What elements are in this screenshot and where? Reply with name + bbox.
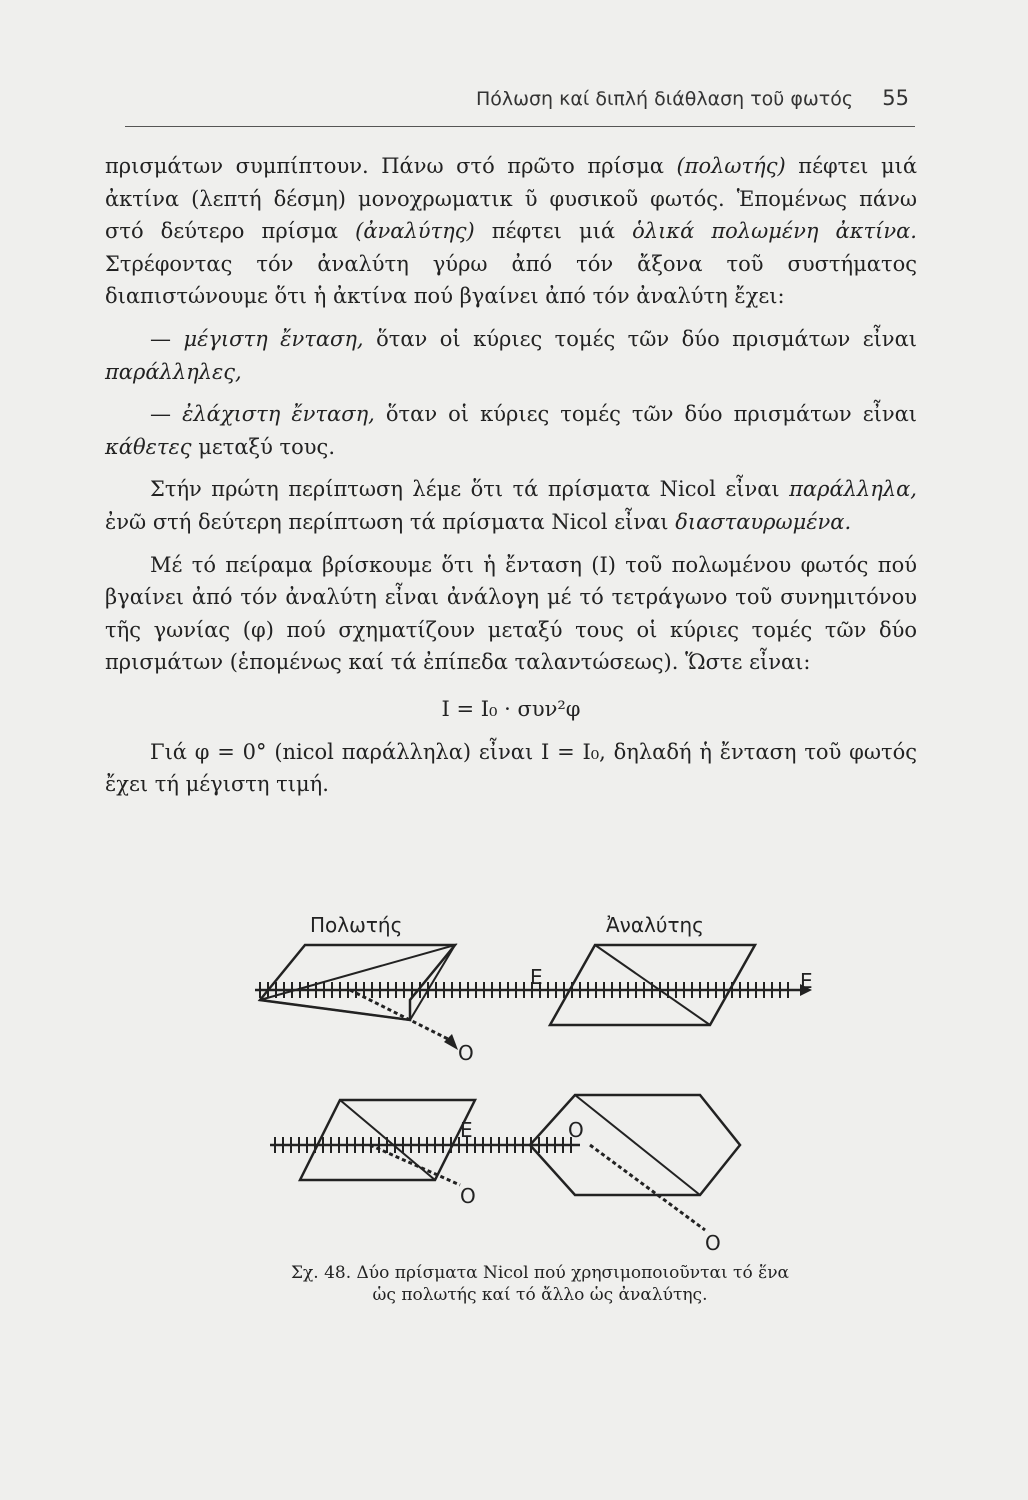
polarizer-prism: [260, 945, 455, 1020]
o-label-2: O: [460, 1184, 476, 1208]
paragraph-1: πρισμάτων συμπίπτουν. Πάνω στό πρῶτο πρίσμα (πολωτής) πέφτει μιά ἀκτίνα (λεπτή δέσμη) μονοχρωματικ ῦ φυσικοῦ φωτός. Ἑπομένως πάνω στό δεύτερο πρίσμα (ἀναλύτης) πέφτει μιά ὁλικά πολωμένη ἀκτίνα. Στρέφοντας τόν ἀναλύτη γύρω ἀπό τόν ἄξονα τοῦ συστήματος διαπιστώνουμε ὅτι ἡ ἀκτίνα πού βγαίνει ἀπό τόν ἀναλύτη ἔχει:: [105, 154, 918, 309]
polarizer-label: Πολωτής: [310, 913, 403, 937]
list-item-min-intensity: — ἐλάχιστη ἔνταση, ὅταν οἱ κύριες τομές τῶν δύο πρισμάτων εἶναι κάθετες μεταξύ τους.: [105, 402, 917, 459]
o-label-4: O: [705, 1231, 721, 1255]
figure-crossed-nicols: [260, 1085, 760, 1260]
paragraph-2: Στήν πρώτη περίπτωση λέμε ὅτι τά πρίσματα Nicol εἶναι παράλληλα, ἐνῶ στή δεύτερη περίπτωση τά πρίσματα Nicol εἶναι διασταυρωμένα.: [105, 477, 917, 534]
e-label-1: E: [530, 965, 543, 989]
analyzer-label: Ἀναλύτης: [606, 913, 704, 937]
o-label-1: O: [458, 1041, 474, 1065]
running-head: Πόλωση καί διπλή διάθλαση τοῦ φωτός: [475, 88, 853, 110]
extraordinary-ray-2: [590, 1145, 705, 1230]
e-label-3: E: [460, 1118, 473, 1142]
paragraph-4: Γιά φ = 0° (nicol παράλληλα) εἶναι Ι = Ι₀, δηλαδή ἡ ἔνταση τοῦ φωτός ἔχει τή μέγιστη τιμή.: [105, 739, 917, 797]
page-header: [125, 86, 915, 127]
formula: Ι = Ι₀ · συν²φ: [441, 696, 581, 721]
beam-ticks: [260, 982, 788, 998]
caption-line-1: Σχ. 48. Δύο πρίσματα Nicol πού χρησιμοποιοῦνται τό ἕνα: [290, 1263, 790, 1283]
o-label-3: O: [568, 1118, 584, 1142]
body-text: [105, 150, 917, 801]
figure-caption: [250, 1262, 830, 1306]
caption-line-2: ὡς πολωτής καί τό ἄλλο ὡς ἀναλύτης.: [372, 1285, 708, 1305]
figure-parallel-nicols: [230, 900, 830, 1080]
e-label-2: E: [800, 969, 813, 993]
list-item-max-intensity: — μέγιστη ἔνταση, ὅταν οἱ κύριες τομές τῶν δύο πρισμάτων εἶναι παράλληλες,: [105, 326, 917, 384]
paragraph-3: Μέ τό πείραμα βρίσκουμε ὅτι ἡ ἔνταση (Ι) τοῦ πολωμένου φωτός πού βγαίνει ἀπό τόν ἀναλύτη εἶναι ἀνάλογη μέ τό τετράγωνο τοῦ συνημιτόνου τῆς γωνίας (φ) πού σχηματίζουν μεταξύ τους οἱ κύριες τομές τῶν δύο πρισμάτων (ἑπομένως καί τά ἐπίπεδα ταλαντώσεως). Ὥστε εἶναι:: [105, 552, 917, 675]
page-number: 55: [882, 86, 909, 110]
